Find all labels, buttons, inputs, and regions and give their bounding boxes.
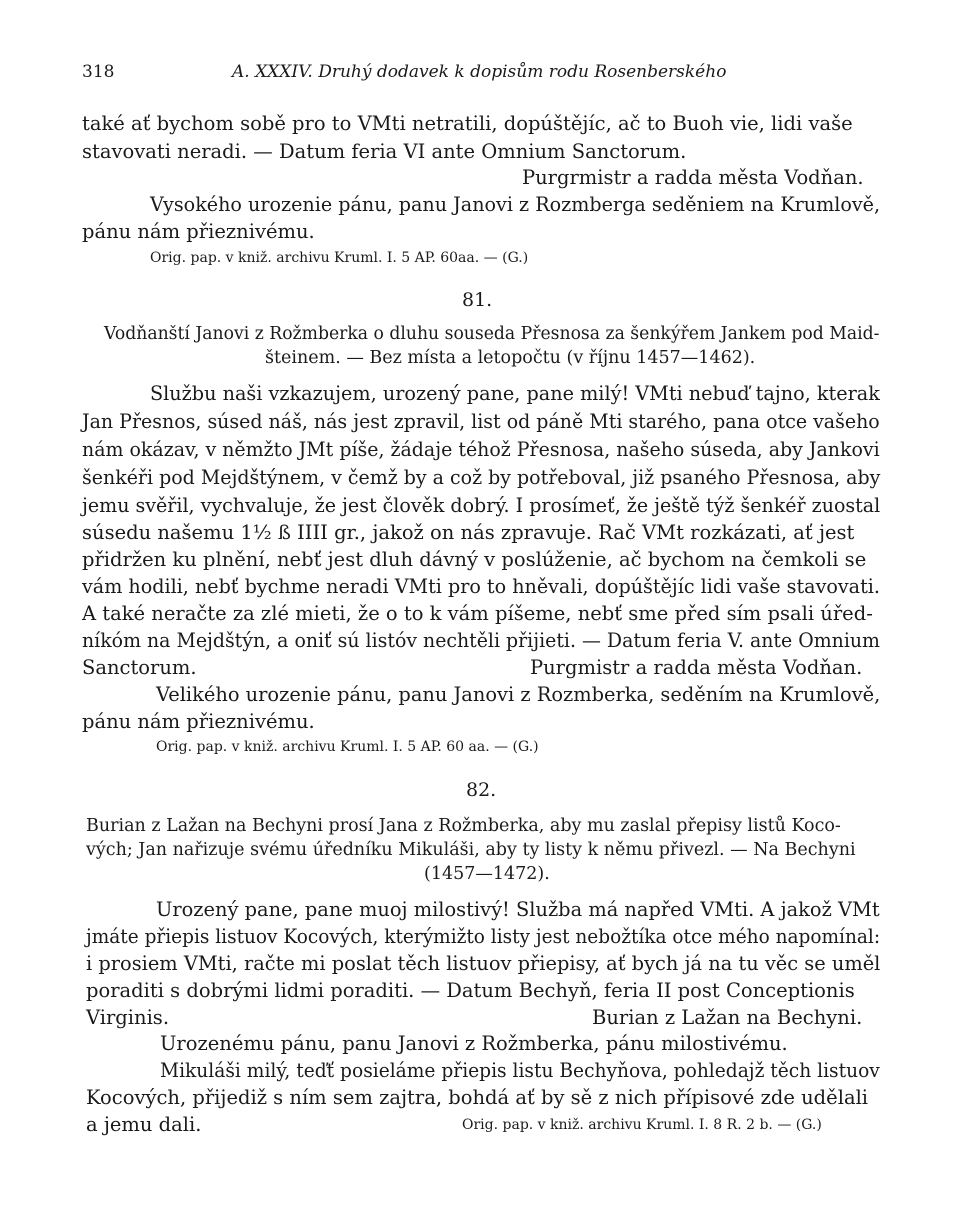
body-line: Službu naši vzkazujem, urozený pane, pane milý! VMti nebuď tajno, kterak — [150, 382, 880, 405]
postscript-line: Mikuláši milý, teďť posieláme přiepis listu Bechyňova, pohledajž těch listuov — [160, 1059, 880, 1082]
body-line: přidržen ku plnění, nebť jest dluh dávný v poslúženie, ač bychom na čemkoli se — [82, 548, 867, 571]
address-line: Urozenému pánu, panu Janovi z Rožmberka, pánu milostivému. — [160, 1032, 788, 1055]
page-number: 318 — [82, 62, 115, 82]
body-line: Virginis. — [86, 1006, 170, 1029]
postscript-line: a jemu dali. — [86, 1113, 202, 1136]
body-line: i prosiem VMti, račte mi poslat těch listuov přiepisy, ať bych já na tu věc se uměl — [86, 952, 881, 975]
running-title: A. XXXIV. Druhý dodavek k dopisům rodu Rosenberského — [232, 62, 727, 82]
source-note: Orig. pap. v kniž. archivu Kruml. I. 5 AP. 60aa. — (G.) — [150, 250, 529, 266]
signature: Purgrmistr a radda města Vodňan. — [522, 166, 864, 189]
body-line: nám okázav, v němžto JMt píše, žádaje téhož Přesnosa, našeho súseda, aby Jankovi — [82, 438, 880, 461]
regest-line: (1457—1472). — [424, 864, 550, 884]
body-line: šenkéři pod Mejdštýnem, v čemž by a což by potřeboval, již psaného Přesnosa, aby — [82, 466, 881, 489]
regest-line: Burian z Lažan na Bechyni prosí Jana z Rožmberka, aby mu zaslal přepisy listů Koco- — [86, 816, 841, 836]
body-line: súsedu našemu 1½ ß IIII gr., jakož on nás zpravuje. Rač VMt rozkázati, ať jest — [82, 521, 855, 544]
regest-line: vých; Jan nařizuje svému úředníku Mikuláši, aby ty listy k němu přivezl. — Na Bechyni — [86, 840, 856, 860]
body-line: vám hodili, nebť bychme neradi VMti pro to hněvali, dopúštějíc lidi vaše stavovati. — [82, 575, 880, 598]
body-line: níkóm na Mejdštýn, a oniť sú listóv nechtěli přijieti. — Datum feria V. ante Omnium — [82, 629, 880, 652]
postscript-line: Kocových, přijediž s ním sem zajtra, bohdá ať by sě z nich přípisové zde udělali — [86, 1086, 869, 1109]
address-line: pánu nám přieznivému. — [82, 220, 315, 243]
source-note: Orig. pap. v kniž. archivu Kruml. I. 5 AP. 60 aa. — (G.) — [156, 739, 539, 755]
signature: Burian z Lažan na Bechyni. — [592, 1006, 863, 1029]
body-line: Jan Přesnos, súsed náš, nás jest zpravil, list od páně Mti starého, pana otce vašeho — [82, 410, 880, 433]
body-line: jmáte přiepis listuov Kocových, kterýmižto listy jest nebožtíka otce mého napomínal: — [86, 925, 881, 948]
regest-line: Vodňanští Janovi z Rožmberka o dluhu souseda Přesnosa za šenkýřem Jankem pod Maid- — [104, 324, 880, 344]
paragraph-line: stavovati neradi. — Datum feria VI ante Omnium Sanctorum. — [82, 140, 687, 163]
source-note: Orig. pap. v kniž. archivu Kruml. I. 8 R. 2 b. — (G.) — [462, 1117, 822, 1133]
section-number: 81. — [462, 289, 493, 311]
body-line: jemu svěřil, vychvaluje, že jest člověk dobrý. I prosímeť, že ještě týž šenkéř zuostal — [82, 494, 881, 517]
section-number: 82. — [466, 779, 497, 801]
address-line: Velikého urozenie pánu, panu Janovi z Rozmberka, seděním na Krumlově, — [156, 683, 881, 706]
body-line: poraditi s dobrými lidmi poraditi. — Datum Bechyň, feria II post Conceptionis — [86, 979, 855, 1002]
signature: Purgmistr a radda města Vodňan. — [530, 656, 863, 679]
body-line: Sanctorum. — [82, 656, 197, 679]
address-line: pánu nám přieznivému. — [82, 710, 315, 733]
address-line: Vysokého urozenie pánu, panu Janovi z Rozmberga seděniem na Krumlově, — [150, 193, 881, 216]
body-line: Urozený pane, pane muoj milostivý! Služba má napřed VMti. A jakož VMt — [156, 898, 880, 921]
regest-line: šteinem. — Bez místa a letopočtu (v říjnu 1457—1462). — [265, 348, 756, 368]
paragraph-line: také ať bychom sobě pro to VMti netratili, dopúštějíc, ač to Buoh vie, lidi vaše — [82, 112, 853, 135]
body-line: A také neračte za zlé mieti, že o to k vám píšeme, nebť sme před sím psali úřed- — [82, 602, 873, 625]
